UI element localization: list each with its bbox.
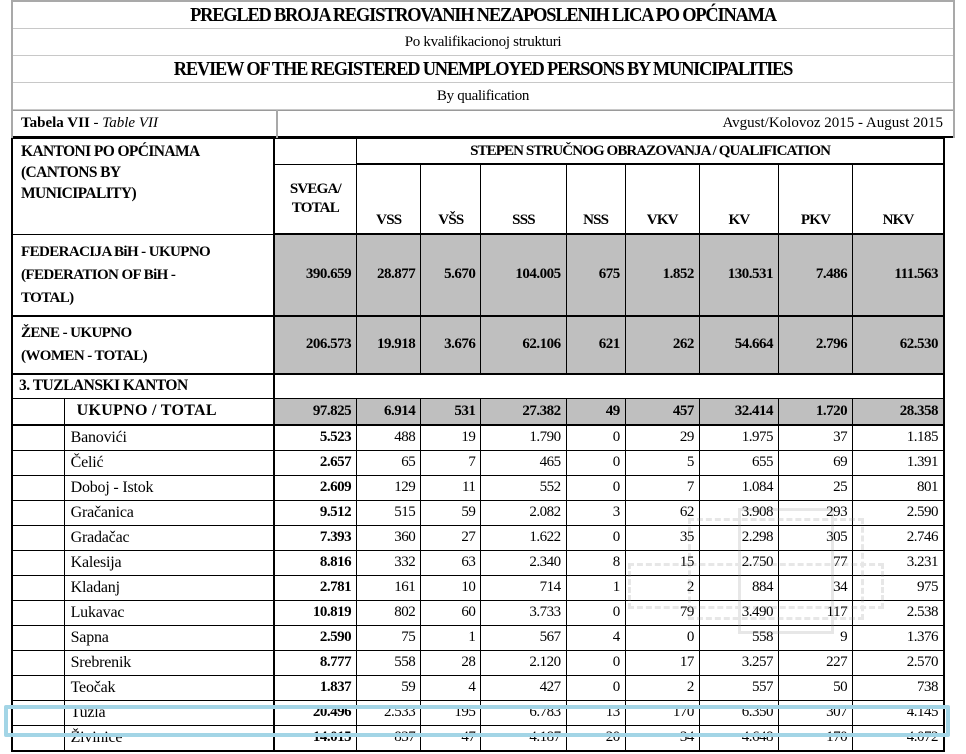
indent-spacer (12, 675, 64, 700)
cell-canton-total-sss: 27.382 (481, 398, 566, 425)
cell-pkv: 77 (778, 550, 852, 575)
cell-sss: 1.622 (481, 525, 566, 550)
cell-kv: 1.084 (699, 475, 778, 500)
cell-vss: 558 (357, 650, 421, 675)
cell-vsss: 4 (421, 675, 481, 700)
cell-canton-total-nss: 49 (566, 398, 625, 425)
cell-vsss: 60 (421, 600, 481, 625)
municipality-name: Srebrenik (64, 650, 273, 675)
cell-sss: 567 (481, 625, 566, 650)
cell-vss: 488 (357, 425, 421, 451)
cell-total: 10.819 (274, 600, 357, 625)
cell-vkv: 0 (625, 625, 699, 650)
cell-women-nkv: 62.530 (853, 316, 944, 374)
cell-federation-nss: 675 (566, 234, 625, 316)
report-period: Avgust/Kolovoz 2015 - August 2015 (277, 111, 954, 138)
cell-total: 2.781 (274, 575, 357, 600)
municipality-name: Gračanica (64, 500, 273, 525)
cell-vsss: 19 (421, 425, 481, 451)
indent-spacer (12, 425, 64, 451)
cell-pkv: 50 (778, 675, 852, 700)
column-header-sss: SSS (481, 164, 566, 234)
cell-sss: 3.733 (481, 600, 566, 625)
cell-canton-total-total: 97.825 (274, 398, 357, 425)
cell-women-vkv: 262 (625, 316, 699, 374)
qualification-group-header: STEPEN STRUČNOG OBRAZOVANJA / QUALIFICATION (357, 139, 944, 165)
table-number-separator: - (89, 115, 103, 131)
cell-nss: 0 (566, 675, 625, 700)
cell-nkv: 801 (853, 475, 944, 500)
cell-kv: 655 (699, 450, 778, 475)
column-header-total (274, 164, 357, 234)
column-header-vss: VSS (357, 164, 421, 234)
indent-spacer (12, 700, 64, 725)
cell-sss: 2.082 (481, 500, 566, 525)
table-row[interactable] (12, 500, 944, 525)
row-label-women-line1: ŽENE - UKUPNO (21, 324, 132, 341)
cell-pkv: 25 (778, 475, 852, 500)
column-header-nss: NSS (566, 164, 625, 234)
column-header-pkv: PKV (778, 164, 852, 234)
table-row[interactable] (12, 725, 944, 751)
cell-vsss: 27 (421, 525, 481, 550)
cell-pkv: 305 (778, 525, 852, 550)
cell-vss: 837 (357, 725, 421, 751)
table-row[interactable] (12, 475, 944, 500)
cell-total: 2.609 (274, 475, 357, 500)
cell-vkv: 170 (625, 700, 699, 725)
table-row[interactable] (12, 625, 944, 650)
municipality-name: Doboj - Istok (64, 475, 273, 500)
cell-canton-total-vss: 6.914 (357, 398, 421, 425)
cell-federation-vsss: 5.670 (421, 234, 481, 316)
cell-nss: 4 (566, 625, 625, 650)
cell-sss: 427 (481, 675, 566, 700)
table-row[interactable] (12, 550, 944, 575)
cell-vss: 59 (357, 675, 421, 700)
cell-nss: 0 (566, 650, 625, 675)
table-number-bs: Tabela VII (21, 115, 90, 131)
cell-vsss: 7 (421, 450, 481, 475)
cell-pkv: 293 (778, 500, 852, 525)
municipality-name: Kalesija (64, 550, 273, 575)
cell-nss: 1 (566, 575, 625, 600)
cell-vsss: 59 (421, 500, 481, 525)
cell-kv: 4.648 (699, 725, 778, 751)
cell-canton-total-kv: 32.414 (699, 398, 778, 425)
row-label-federation-line2: (FEDERATION OF BiH - (21, 266, 176, 283)
cell-total: 2.657 (274, 450, 357, 475)
cell-nkv: 738 (853, 675, 944, 700)
municipality-name: Kladanj (64, 575, 273, 600)
cell-federation-total: 390.659 (274, 234, 357, 316)
cell-vsss: 11 (421, 475, 481, 500)
row-label-women (12, 316, 274, 374)
indent-spacer (12, 525, 64, 550)
cell-vkv: 7 (625, 475, 699, 500)
cell-canton-total-vkv: 457 (625, 398, 699, 425)
column-header-total-line1: SVEGA/ (289, 180, 341, 197)
table-row-canton-title (12, 374, 944, 399)
cell-nss: 13 (566, 700, 625, 725)
cell-total: 20.496 (274, 700, 357, 725)
municipality-name: Teočak (64, 675, 273, 700)
canton-title-label: 3. TUZLANSKI KANTON (12, 374, 274, 399)
cell-vkv: 29 (625, 425, 699, 451)
cell-pkv: 37 (778, 425, 852, 451)
row-label-federation-line3: TOTAL) (21, 289, 74, 306)
indent-spacer (12, 625, 64, 650)
table-header-group-row (12, 139, 944, 165)
cell-pkv: 34 (778, 575, 852, 600)
cell-nkv: 3.231 (853, 550, 944, 575)
cell-vsss: 10 (421, 575, 481, 600)
cell-nkv: 1.391 (853, 450, 944, 475)
row-label-federation-line1: FEDERACIJA BiH - UKUPNO (21, 243, 211, 260)
table-number (12, 111, 277, 138)
cell-women-total: 206.573 (274, 316, 357, 374)
cell-vsss: 63 (421, 550, 481, 575)
cell-vsss: 28 (421, 650, 481, 675)
document-subtitle-bs: Po kvalifikacionoj strukturi (12, 29, 954, 56)
row-label-canton-total: UKUPNO / TOTAL (64, 398, 273, 425)
cell-vsss: 1 (421, 625, 481, 650)
cell-nss: 0 (566, 450, 625, 475)
cell-vkv: 17 (625, 650, 699, 675)
cell-nss: 8 (566, 550, 625, 575)
cell-nss: 0 (566, 600, 625, 625)
table-number-en: Table VII (102, 115, 158, 131)
municipality-name: Čelić (64, 450, 273, 475)
cell-total: 8.816 (274, 550, 357, 575)
cell-federation-kv: 130.531 (699, 234, 778, 316)
municipality-name: Lukavac (64, 600, 273, 625)
cell-nkv: 2.746 (853, 525, 944, 550)
cell-women-vsss: 3.676 (421, 316, 481, 374)
cell-kv: 558 (699, 625, 778, 650)
cell-pkv: 170 (778, 725, 852, 751)
indent-spacer (12, 450, 64, 475)
cell-kv: 3.257 (699, 650, 778, 675)
table-row[interactable] (12, 575, 944, 600)
cell-vss: 515 (357, 500, 421, 525)
canton-title-filler (274, 374, 944, 399)
cell-total: 1.837 (274, 675, 357, 700)
cell-pkv: 69 (778, 450, 852, 475)
column-header-total-line2: TOTAL (291, 199, 339, 216)
cell-sss: 1.790 (481, 425, 566, 451)
cell-sss: 552 (481, 475, 566, 500)
cell-federation-sss: 104.005 (481, 234, 566, 316)
municipality-rows (12, 425, 944, 751)
document-title-bs: PREGLED BROJA REGISTROVANIH NEZAPOSLENIH LICA PO OPĆINAMA (50, 1, 917, 29)
municipality-name: Banovići (64, 425, 273, 451)
document-subtitle-en: By qualification (12, 83, 954, 110)
cell-total: 9.512 (274, 500, 357, 525)
cell-nkv: 1.376 (853, 625, 944, 650)
table-row[interactable] (12, 525, 944, 550)
cell-nss: 0 (566, 525, 625, 550)
cell-vkv: 62 (625, 500, 699, 525)
cell-women-pkv: 2.796 (778, 316, 852, 374)
column-header-vkv: VKV (625, 164, 699, 234)
cell-nkv: 975 (853, 575, 944, 600)
cell-sss: 4.187 (481, 725, 566, 751)
cell-nkv: 2.590 (853, 500, 944, 525)
cell-canton-total-nkv: 28.358 (853, 398, 944, 425)
cell-vkv: 34 (625, 725, 699, 751)
table-row[interactable] (12, 600, 944, 625)
cell-kv: 3.908 (699, 500, 778, 525)
cell-nss: 0 (566, 425, 625, 451)
cell-nss: 3 (566, 500, 625, 525)
column-header-nkv: NKV (853, 164, 944, 234)
cell-kv: 2.298 (699, 525, 778, 550)
municipality-name: Tuzla (64, 700, 273, 725)
cell-federation-vss: 28.877 (357, 234, 421, 316)
cell-kv: 3.490 (699, 600, 778, 625)
cell-vss: 802 (357, 600, 421, 625)
column-header-vsss: VŠS (421, 164, 481, 234)
row-label-federation (12, 234, 274, 316)
cell-federation-vkv: 1.852 (625, 234, 699, 316)
indent-spacer (12, 398, 64, 425)
cell-vss: 129 (357, 475, 421, 500)
cell-kv: 2.750 (699, 550, 778, 575)
column-header-kv: KV (699, 164, 778, 234)
cell-women-kv: 54.664 (699, 316, 778, 374)
cell-kv: 557 (699, 675, 778, 700)
cell-vkv: 15 (625, 550, 699, 575)
cell-vsss: 195 (421, 700, 481, 725)
indent-spacer (12, 500, 64, 525)
cell-federation-pkv: 7.486 (778, 234, 852, 316)
indent-spacer (12, 575, 64, 600)
table-row-federation-total (12, 234, 944, 316)
cell-pkv: 307 (778, 700, 852, 725)
cell-kv: 6.350 (699, 700, 778, 725)
cell-sss: 465 (481, 450, 566, 475)
row-label-women-line2: (WOMEN - TOTAL) (21, 347, 148, 364)
cell-vss: 75 (357, 625, 421, 650)
row-label-header-line3: MUNICIPALITY) (21, 185, 137, 202)
unemployment-data-table (11, 138, 945, 752)
cell-total: 5.523 (274, 425, 357, 451)
title-block (11, 0, 955, 110)
cell-federation-nkv: 111.563 (853, 234, 944, 316)
row-label-header (12, 139, 274, 235)
cell-nkv: 2.538 (853, 600, 944, 625)
cell-sss: 714 (481, 575, 566, 600)
row-label-header-line2: (CANTONS BY (21, 164, 121, 181)
indent-spacer (12, 475, 64, 500)
cell-sss: 2.340 (481, 550, 566, 575)
cell-vkv: 5 (625, 450, 699, 475)
cell-nkv: 1.185 (853, 425, 944, 451)
cell-nkv: 2.570 (853, 650, 944, 675)
cell-vkv: 79 (625, 600, 699, 625)
municipality-name: Sapna (64, 625, 273, 650)
table-row[interactable] (12, 675, 944, 700)
cell-pkv: 117 (778, 600, 852, 625)
cell-vss: 360 (357, 525, 421, 550)
municipality-name: Gradačac (64, 525, 273, 550)
total-column-spacer (274, 139, 357, 165)
cell-vkv: 2 (625, 675, 699, 700)
cell-vkv: 35 (625, 525, 699, 550)
indent-spacer (12, 725, 64, 751)
cell-vss: 332 (357, 550, 421, 575)
cell-nkv: 4.072 (853, 725, 944, 751)
cell-vss: 65 (357, 450, 421, 475)
cell-canton-total-pkv: 1.720 (778, 398, 852, 425)
cell-women-nss: 621 (566, 316, 625, 374)
cell-nkv: 4.145 (853, 700, 944, 725)
indent-spacer (12, 550, 64, 575)
cell-total: 8.777 (274, 650, 357, 675)
cell-vsss: 47 (421, 725, 481, 751)
indent-spacer (12, 650, 64, 675)
cell-total: 14.015 (274, 725, 357, 751)
cell-canton-total-vsss: 531 (421, 398, 481, 425)
municipality-name: Živinice (64, 725, 273, 751)
cell-pkv: 227 (778, 650, 852, 675)
table-row[interactable] (12, 450, 944, 475)
table-row[interactable] (12, 425, 944, 451)
cell-sss: 2.120 (481, 650, 566, 675)
cell-pkv: 9 (778, 625, 852, 650)
cell-sss: 6.783 (481, 700, 566, 725)
table-row-canton-total (12, 398, 944, 425)
table-row[interactable] (12, 650, 944, 675)
cell-women-vss: 19.918 (357, 316, 421, 374)
cell-women-sss: 62.106 (481, 316, 566, 374)
cell-vss: 161 (357, 575, 421, 600)
cell-nss: 0 (566, 475, 625, 500)
indent-spacer (12, 600, 64, 625)
table-row-women-total (12, 316, 944, 374)
table-row[interactable] (12, 700, 944, 725)
document-title-en: REVIEW OF THE REGISTERED UNEMPLOYED PERSONS BY MUNICIPALITIES (50, 56, 917, 83)
table-meta-bar (11, 110, 955, 138)
cell-nss: 20 (566, 725, 625, 751)
cell-kv: 884 (699, 575, 778, 600)
cell-total: 7.393 (274, 525, 357, 550)
row-label-header-line1: KANTONI PO OPĆINAMA (21, 143, 200, 160)
cell-vss: 2.533 (357, 700, 421, 725)
cell-kv: 1.975 (699, 425, 778, 451)
cell-total: 2.590 (274, 625, 357, 650)
cell-vkv: 2 (625, 575, 699, 600)
